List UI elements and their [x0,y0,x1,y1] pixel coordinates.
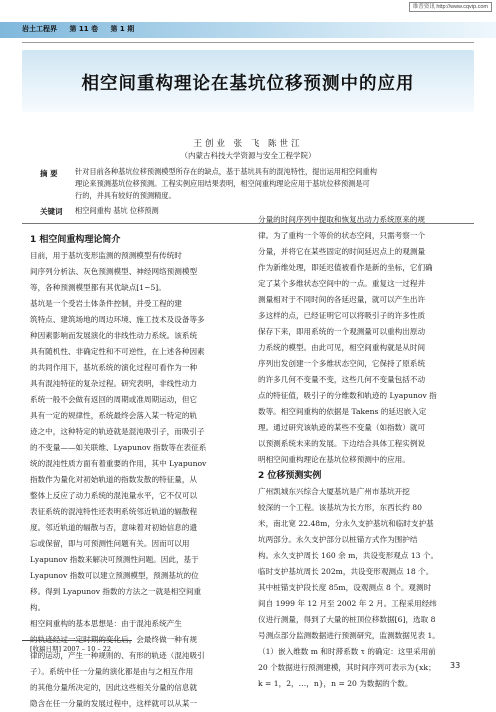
page-number: 33 [450,661,461,670]
text-line: 具有一定的规律性，系统最终会落入某一特定的轨 [30,411,198,420]
text-line: 移。得到 Lyapunov 指数的方法之一就是相空间重 [30,587,202,596]
text-line: 隐含在任一分量的发展过程中，这样就可以从某一 [30,699,198,708]
text-line: 种因素影响而发展演化的非线性动力系统。该系统 [30,331,198,340]
text-line: 广州凯城东兴综合大厦基坑是广州市基坑开挖 [258,487,410,496]
affiliation: （内蒙古科技大学资源与安全工程学院） [180,151,316,160]
header-divider [22,42,474,43]
left-column-text [30,248,240,712]
footnote-divider [22,640,132,641]
text-line: 律。为了重构一个等价的状态空间，只需考察一个 [258,231,426,240]
text-line: 多这样的点，已经证明它可以将吸引子的许多性质 [258,311,426,320]
text-line: 忘或保留，即与可预测性问题有关。因而可以用 [30,539,190,548]
text-line: 表征系统的混沌特性还表明系统邻近轨道的辐散程 [30,507,198,516]
watermark-stamp: 维普资讯 http://www.cqvip.com [409,2,492,12]
keywords-text: 相空间重构 基坑 位移预测 [75,206,159,215]
text-line: 作为新维处理，即延迟值被看作是新的坐标，它们确 [258,263,433,272]
text-line: 等，各种预测模型都有其优缺点[1~5]。 [30,283,166,292]
text-line: 具有随机性、非确定性和不可逆性，在上述各种因素 [30,347,205,356]
text-line: 律的运动，产生一种规则的、有形的轨迹（混沌吸引 [30,651,205,660]
text-line: 子）。系统中任一分量的演化都是由与之相互作用 [30,667,194,676]
journal-name: 岩土工程界 [22,25,57,33]
text-line: 较深的一个工程。该基坑为长方形，东西长约 80 [258,503,422,512]
section-1-title: 1 相空间重构理论简介 [30,235,121,245]
text-line: 统的混沌性质方面有着重要的作用，其中 Lyapunov [30,459,207,468]
text-line: 以预测系统未来的发展。下边结合具体工程实例说 [258,439,426,448]
text-line: 度。邻近轨道的辐散与否，意味着对初始信息的遗 [30,523,198,532]
text-line: 序列出发创建一个多维状态空间，它保持了原系统 [258,359,426,368]
text-line: 号测点部分监测数据进行预测研究，监测数据见表 1。 [258,631,440,640]
text-line: 理。通过研究该轨迹的某些不变量（如指数）就可 [258,423,426,432]
text-line: 坑两部分。永久支护部分以桩锚方式作为围护结 [258,535,418,544]
text-line: 米，南北宽 22.48m，分永久支护基坑和临时支护基 [258,519,434,528]
abstract-line: 行的，并具有较好的预测精度。 [75,191,176,200]
text-line: 的其他分量所决定的，因此这些相关分量的信息就 [30,683,198,692]
right-column-bottom-text [258,484,470,692]
text-line: k = 1，2，…，n}，n = 20 为数据的个数。 [258,679,413,688]
authors: 王创业 张 飞 陈世江 [193,139,303,149]
abstract-line: 理论来预测基坑位移预测。工程实例应用结果表明，相空间重构理论应用于基坑位移预测是可 [75,179,370,188]
text-line: 间序列分析法、灰色预测模型、神经网络预测模型 [30,267,198,276]
text-line: 迹之中，这种特定的轨迹就是混沌吸引子，而吸引子 [30,427,205,436]
text-line: 的共同作用下，基坑系统的演化过程可看作为一种 [30,363,198,372]
text-line: 系统一般不会做有返回的周期或准周期运动，但它 [30,395,198,404]
article-title: 相空间重构理论在基坑位移预测中的应用 [81,74,415,94]
text-line: （1）嵌入维数 m 和时滞系数 τ 的确定：这里采用前 [258,647,436,656]
text-line: 临时支护基坑周长 202m，共设变形观测点 18 个。 [258,567,434,576]
text-line: 定了某个多维状态空间中的一点。重复这一过程并 [258,279,426,288]
text-line: 的不变量——如关联维、Lyapunov 指数等在表征系 [30,443,207,452]
text-line: 的轨迹经过一定时期的变化后，会最终做一种有规 [30,635,198,644]
text-line: 分量，并将它在某些固定的时间延迟点上的观测量 [258,247,426,256]
text-line: 点的特征值，吸引子的分维数和轨迹的 Lyapunov 指 [258,391,437,400]
text-line: 构。永久支护周长 160 余 m，共设变形观点 13 个。 [258,551,439,560]
text-line: 目前，用于基坑变形监测的预测模型有传统时 [30,251,182,260]
text-line: 20 个数据进行预测建模，其时间序列可表示为{xk； [258,663,436,672]
text-line: 基坑是一个受岩土体条件控制，并受工程的建 [30,299,182,308]
keywords-label: 关键词 [40,207,63,216]
text-line: 仪进行测量，得到了大量的桩顶位移数据[6]，选取 8 [258,615,436,624]
text-line: 其中桩锚支护段长度 85m，设观测点 8 个。观测时 [258,583,432,592]
text-line: 数等。相空间重构的依据是 Takens 的延迟嵌入定 [258,407,427,416]
text-line: 分量的时间序列中提取和恢复出动力系统原来的规 [258,215,426,224]
text-line: Lyapunov 指数可以建立预测模型，预测基坑的位 [30,571,199,580]
text-line: 指数作为量化对初始轨道的指数发散的特征量，从 [30,475,198,484]
abstract-text [75,166,455,202]
text-line: 相空间重构的基本思想是：由于混沌系统产生 [30,619,182,628]
text-line: 整体上反应了动力系统的混沌量水平，它不仅可以 [30,491,198,500]
text-line: 的许多几何不变量不变，这些几何不变量包括不动 [258,375,426,384]
text-line: 间自 1999 年 12 月至 2002 年 2 月。工程采用经纬 [258,599,437,608]
text-line: 测量相对于不同时间的各延迟量，就可以产生出许 [258,295,426,304]
journal-volume: 第 11 卷 [69,25,99,33]
abstract-label: 摘 要 [40,169,58,178]
right-column-top-text [258,212,470,468]
text-line: 明相空间重构理论在基坑位移预测中的应用。 [258,455,410,464]
text-line: 构。 [30,603,46,612]
text-line: 力系统的模型。由此可见，相空间重构就是从时间 [258,343,426,352]
abstract-line: 针对目前各种基坑位移预测模型所存在的缺点，基于基坑具有的混沌特性，提出运用相空间重构 [75,167,377,176]
text-line: 筑特点、建筑场地的周边环境、施工技术及设备等多 [30,315,205,324]
journal-header [22,24,144,34]
received-date: [收稿日期] 2007 – 10 – 22 [30,645,111,653]
text-line: 具有混沌特征的复杂过程。研究表明，非线性动力 [30,379,198,388]
journal-issue: 第 1 期 [110,25,135,33]
section-2-title: 2 位移预测实例 [258,471,322,481]
text-line: Lyapunov 指数来解决可预测性问题。因此，基于 [30,555,199,564]
text-line: 保存下来，即用系统的一个观测量可以重构出原动 [258,327,426,336]
